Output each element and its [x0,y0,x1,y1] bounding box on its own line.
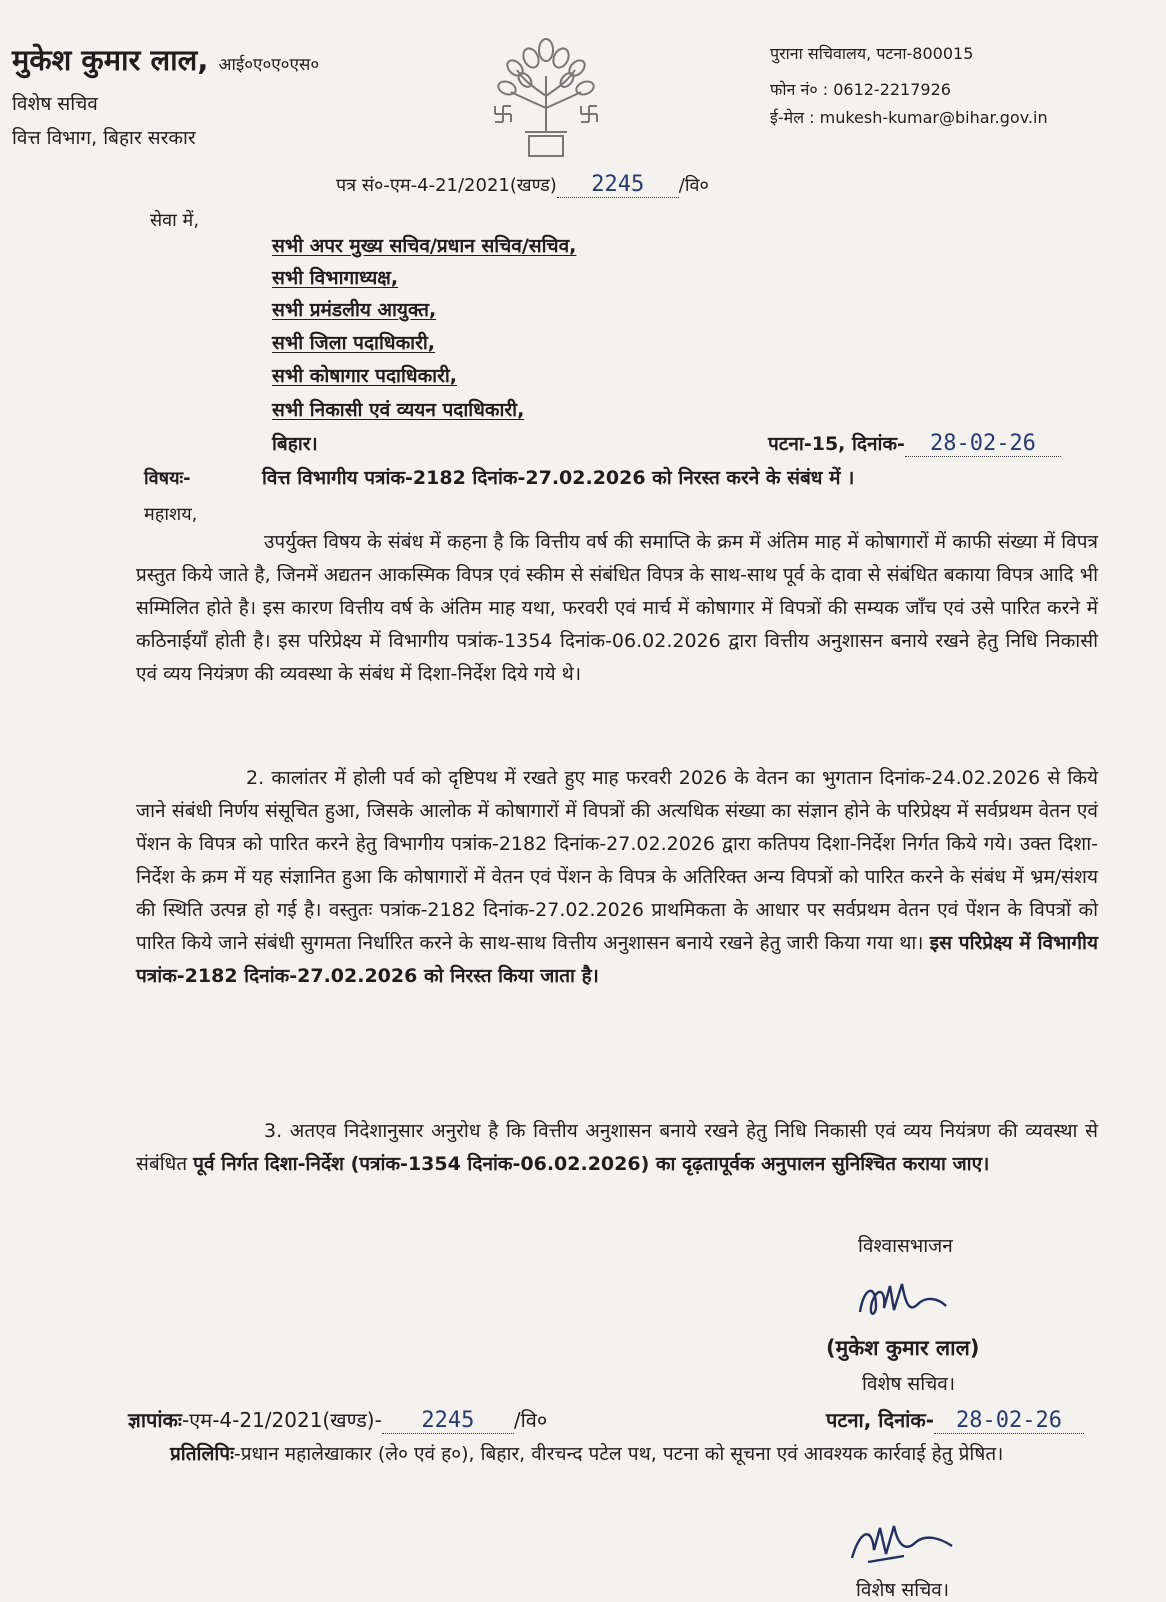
officer-name-text: मुकेश कुमार लाल, [12,43,209,77]
memo-label: ज्ञापांकः [128,1408,182,1432]
memo-number-suffix: /वि० [513,1408,548,1432]
memo-place-date [826,1406,1084,1434]
copy-to-paragraph [128,1438,1096,1471]
memo-number-handwritten: 2245 [382,1408,514,1434]
office-email: ई-मेल : mukesh-kumar@bihar.gov.in [770,108,1048,127]
signature-image [854,1276,950,1322]
officer-degree: आई०ए०ए०एस० [218,55,320,75]
officer-department: वित्त विभाग, बिहार सरकार [12,127,196,149]
letter-number-suffix: /वि० [678,175,709,196]
signature-image-2 [848,1516,958,1566]
subject-label: विषयः- [144,468,191,489]
signatory-name: (मुकेश कुमार लाल) [826,1336,980,1360]
addressee-state: बिहार। [272,433,318,455]
office-phone: फोन नं० : 0612-2217926 [770,80,951,99]
signatory-designation: विशेष सचिव। [862,1373,956,1395]
addressee-line: सभी कोषागार पदाधिकारी, [272,365,457,387]
copy-text: -प्रधान महालेखाकार (ले० एवं ह०), बिहार, वीरचन्द पटेल पथ, पटना को सूचना एवं आवश्यक कार्रवाई हेतु प्रेषित। [233,1443,1004,1465]
officer-name [12,40,319,79]
letter-number-prefix: पत्र सं०-एम-4-21/2021(खण्ड) [336,175,557,196]
bihar-emblem-icon [485,36,607,164]
memo-number [128,1406,547,1434]
body-paragraph-1: उपर्युक्त विषय के संबंध में कहना है कि वित्तीय वर्ष की समाप्ति के क्रम में अंतिम माह में कोषागारों में काफी संख्या में विपत्र प्रस्तुत किये जाते है, जिनमें अद्यतन आकस्मिक विपत्र एवं स्कीम से संबंधित विपत्र के साथ-साथ पूर्व के दावा से संबंधित बकाया विपत्र आदि भी सम्मिलित होते है। इस कारण वित्तीय वर्ष के अंतिम माह यथा, फरवरी एवं मार्च में कोषागार में विपत्रों की सम्यक जाँच एवं उसे पारित करने में कठिनाईयाँ होती है। इस परिप्रेक्ष्य में विभागीय पत्रांक-1354 दिनांक-06.02.2026 द्वारा वित्तीय अनुशासन बनाये रखने हेतु निधि निकासी एवं व्यय नियंत्रण की व्यवस्था के संबंध में दिशा-निर्देश दिये गये थे। [136,531,1098,685]
addressee-line: सभी निकासी एवं व्ययन पदाधिकारी, [272,399,525,421]
letter-date-label: पटना-15, दिनांक- [768,433,905,455]
paragraph-3-bold-text: पूर्व निर्गत दिशा-निर्देश (पत्रांक-1354 दिनांक-06.02.2026) का दृढ़तापूर्वक अनुपालन सुनिश्चित कराया जाए। [193,1153,990,1175]
memo-date-label: पटना, दिनांक- [826,1408,935,1432]
letter-place-date [768,430,1061,457]
addressee-line: सभी जिला पदाधिकारी, [272,332,436,354]
addressee-line: सभी विभागाध्यक्ष, [272,267,399,289]
addressee-line: सभी अपर मुख्य सचिव/प्रधान सचिव/सचिव, [272,235,577,257]
body-paragraph-3 [136,1115,1098,1181]
copy-label: प्रतिलिपिः [170,1443,234,1465]
closing-phrase: विश्वासभाजन [858,1235,953,1257]
paragraph-2-bold-text: इस परिप्रेक्ष्य में विभागीय पत्रांक-2182 दिनांक-27.02.2026 को निरस्त किया जाता है। [136,932,1098,987]
body-paragraph-2 [136,762,1098,993]
memo-number-prefix: -एम-4-21/2021(खण्ड)- [181,1408,382,1432]
officer-designation: विशेष सचिव [12,93,98,115]
addressee-line: सभी प्रमंडलीय आयुक्त, [272,299,437,321]
letter-date-handwritten: 28-02-26 [905,431,1061,457]
memo-date-handwritten: 28-02-26 [934,1408,1084,1434]
letter-number [336,172,709,198]
paragraph-3-text: 3. अतएव निदेशानुसार अनुरोध है कि वित्तीय अनुशासन बनाये रखने हेतु निधि निकासी एवं व्यय नियंत्रण की व्यवस्था से संबंधित [136,1120,1098,1175]
to-label: सेवा में, [150,210,200,231]
letter-number-handwritten: 2245 [557,172,679,198]
subject-text: वित्त विभागीय पत्रांक-2182 दिनांक-27.02.2026 को निरस्त करने के संबंध में । [262,467,855,489]
salutation: महाशय, [144,504,198,525]
office-address: पुराना सचिवालय, पटना-800015 [770,44,974,63]
final-designation: विशेष सचिव। [856,1579,950,1601]
paragraph-2-text: 2. कालांतर में होली पर्व को दृष्टिपथ में रखते हुए माह फरवरी 2026 के वेतन का भुगतान दिनांक-24.02.2026 से किये जाने संबंधी निर्णय संसूचित हुआ, जिसके आलोक में कोषागारों में विपत्रों की अत्यधिक संख्या का संज्ञान होने के परिप्रेक्ष्य में सर्वप्रथम वेतन एवं पेंशन के विपत्र को पारित करने हेतु विभागीय पत्रांक-2182 दिनांक-27.02.2026 द्वारा कतिपय दिशा-निर्देश निर्गत किये गये। उक्त दिशा-निर्देश के क्रम में यह संज्ञानित हुआ कि कोषागारों में वेतन एवं पेंशन के विपत्र के अतिरिक्त अन्य विपत्रों को पारित करने के संबंध में भ्रम/संशय की स्थिति उत्पन्न हो गई है। वस्तुतः पत्रांक-2182 दिनांक-27.02.2026 प्राथमिकता के आधार पर सर्वप्रथम वेतन एवं पेंशन के विपत्रों को पारित किये जाने संबंधी सुगमता निर्धारित करने के साथ-साथ वित्तीय अनुशासन बनाये रखने हेतु जारी किया गया था। [136,767,1098,954]
